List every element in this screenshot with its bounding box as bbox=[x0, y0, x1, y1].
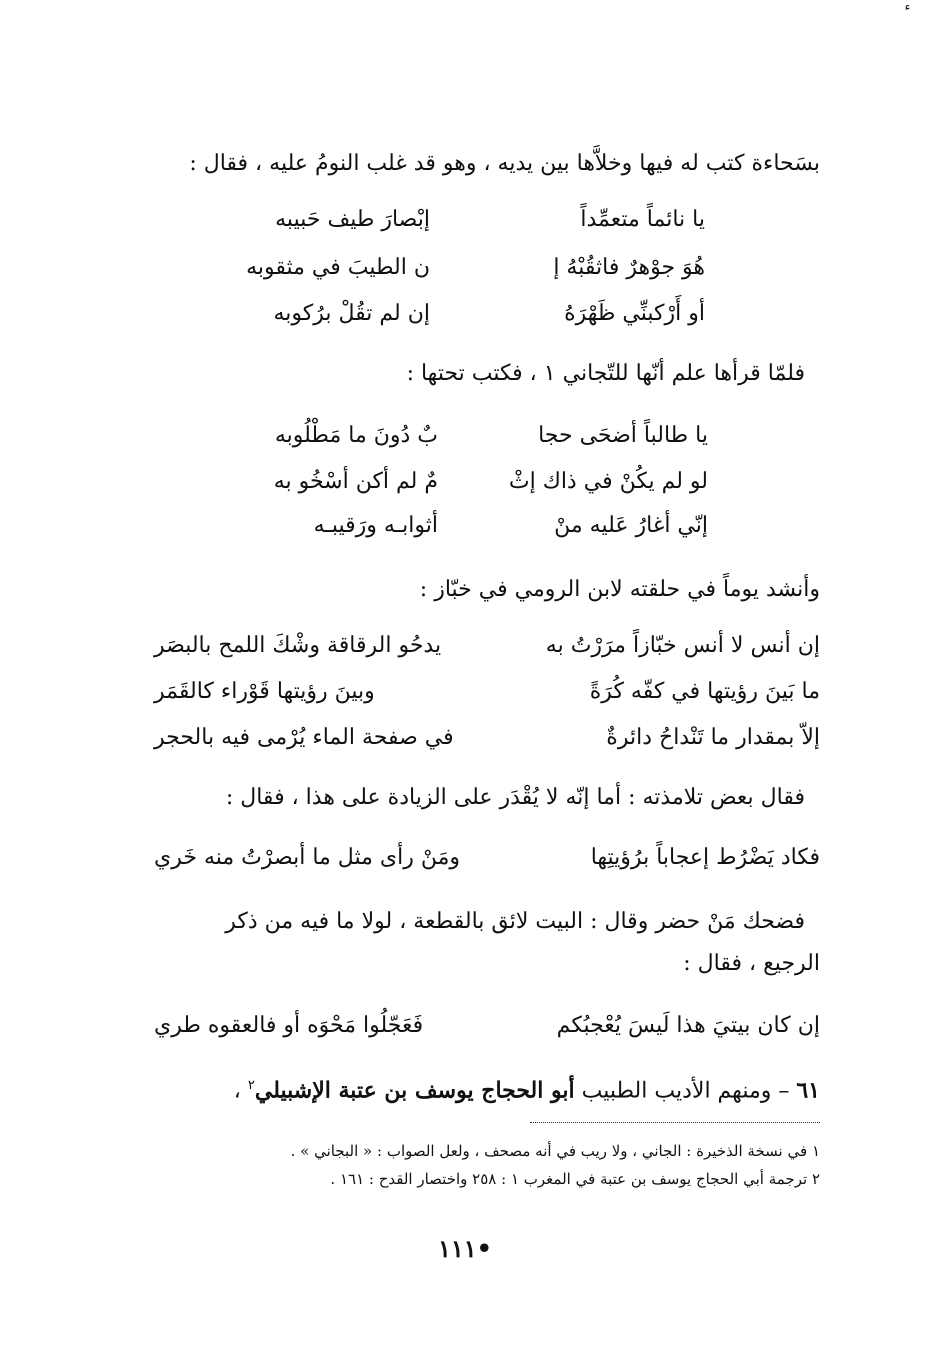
verse-1-1-a: يا نائماً متعمِّداً bbox=[580, 207, 705, 232]
verse-2-1-a: يا طالباً أضحَى حجا bbox=[538, 423, 708, 448]
verse-2-3-a: إنّي أغارُ عَليه منْ bbox=[554, 513, 708, 538]
section-tail: ، bbox=[233, 1078, 248, 1104]
section-intro: – ومنهم الأديب الطبيب bbox=[574, 1078, 797, 1104]
paragraph-2: فلمّا قرأها علم أنّها للتّجاني ١ ، فكتب تحتها : bbox=[406, 361, 805, 386]
intro-paragraph: بسَحاءة كتب له فيها وخلاَّها بين يديه ، وهو قد غلب النومُ عليه ، فقال : bbox=[189, 151, 820, 176]
verse-1-1-b: إبْصارَ طيف حَبيبه bbox=[275, 207, 430, 232]
footnote-1: ١ في نسخة الذخيرة : الجاني ، ولا ريب في أنه مصحف ، ولعل الصواب : « البجاني » . bbox=[290, 1142, 820, 1160]
verse-5-1-a: إن كان بيتيَ هذا لَيسَ يُعْجبُكم bbox=[556, 1013, 820, 1038]
verse-1-3-a: أو أَرْكبنِّي ظَهْرَهُ bbox=[564, 301, 705, 326]
verse-3-3-a: إلاّ بمقدار ما تَنْداحُ دائرةٌ bbox=[606, 725, 820, 750]
verse-5-1-b: فَعَجّلُوا مَحْوَه أو فالعقوه طري bbox=[154, 1013, 424, 1038]
verse-2-2-b: مٌ لم أكن أسْخُو به bbox=[273, 469, 438, 494]
verse-4-1-b: ومَنْ رأى مثل ما أبصرْتُ منه خَري bbox=[154, 845, 460, 870]
paragraph-5-line-2: الرجيع ، فقال : bbox=[683, 951, 820, 976]
verse-2-2-a: لو لم يكُنْ في ذاك إثْ bbox=[508, 469, 708, 494]
section-number: ٦١ bbox=[796, 1077, 820, 1104]
page-number: •١١١ bbox=[437, 1234, 492, 1263]
verse-2-3-b: أثوابـه ورَقيبـه bbox=[313, 513, 438, 538]
verse-1-2-b: ن الطيبَ في مثقوبه bbox=[246, 255, 430, 280]
verse-3-1-b: يدحُو الرقاقة وشْكَ اللمح بالبصَر bbox=[154, 633, 442, 658]
verse-1-2-a: هُوَ جوْهرٌ فاثقُبْهُ إ bbox=[553, 255, 705, 280]
paragraph-4: فقال بعض تلامذته : أما إنّه لا يُقْدَر على الزيادة على هذا ، فقال : bbox=[225, 785, 805, 810]
section-footnote-ref: ٢ bbox=[247, 1078, 255, 1093]
section-61 bbox=[150, 1070, 820, 1107]
paragraph-5-line-1: فضحك مَنْ حضر وقال : البيت لائق بالقطعة ، لولا ما فيه من ذكر bbox=[225, 909, 805, 934]
verse-3-2-a: ما بَينَ رؤيتها في كفّه كُرَةً bbox=[589, 679, 820, 704]
verse-2-1-b: بٌ دُونَ ما مَطْلُوبه bbox=[274, 423, 438, 448]
verse-3-2-b: وبينَ رؤيتها قَوْراء كالقَمَر bbox=[154, 679, 375, 704]
footnote-2: ٢ ترجمة أبي الحجاج يوسف بن عتبة في المغرب ١ : ٢٥٨ واختصار القدح : ١٦١ . bbox=[330, 1170, 820, 1188]
paragraph-3: وأنشد يوماً في حلقته لابن الرومي في خبّاز : bbox=[419, 577, 820, 602]
verse-1-3-b: إن لم تقُلْ برُكوبه bbox=[273, 301, 430, 326]
verse-4-1-a: فكاد يَضْرُط إعجاباً برُؤيتِها bbox=[590, 845, 820, 870]
section-person-name: أبو الحجاج يوسف بن عتبة الإشبيلي bbox=[254, 1077, 575, 1104]
verse-3-3-b: في صفحة الماء يُرْمى فيه بالحجر bbox=[154, 725, 454, 750]
verse-3-1-a: إن أنس لا أنس خبّازاً مرَرْتُ به bbox=[545, 633, 820, 658]
footnote-divider bbox=[530, 1122, 820, 1123]
